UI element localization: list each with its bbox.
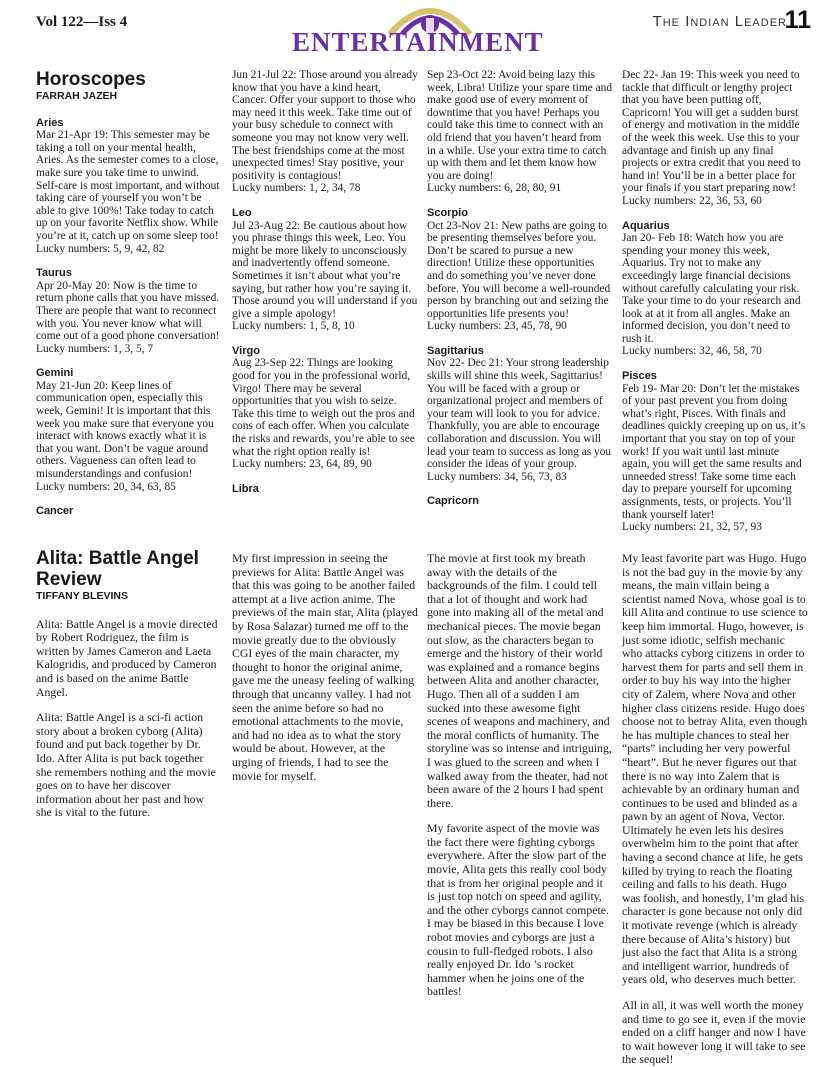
sign-lucky-aquarius: Lucky numbers: 32, 46, 58, 70: [622, 345, 762, 358]
horoscopes-title: Horoscopes: [36, 69, 146, 90]
sign-text-capricorn: Dec 22- Jan 19: This week you need to tackle that difficult or lengthy project that you have been putting off, Capricorn! You will get a sudden burst of energy and motivation in the middle of the week this week. Use this to your advantage and finish up any final projects or extra credit that you need to hand in! You’ll be in a better place for your finals if you start preparing now!: [622, 69, 801, 195]
sign-heading-libra: Libra: [232, 482, 259, 495]
review-paragraph: My first impression in seeing the previews for Alita: Battle Angel was that this was going to be another failed attempt at a live action anime. The previews of the main star, Alita (played by Rosa Salazar) turned me off to the movie greatly due to the obviously CGI eyes of the main character, my thought to honor the original anime, gave me the uneasy feeling of walking through that uncanny valley. I had not seen the anime before so had no emotional attachments to the movie, and had no idea as to what the story would be about. However, at the urging of friends, I had to see the movie for myself.: [232, 551, 418, 783]
sign-heading-sagittarius: Sagittarius: [427, 344, 484, 357]
sign-heading-leo: Leo: [232, 206, 252, 219]
sign-lucky-aries: Lucky numbers: 5, 9, 42, 82: [36, 242, 165, 255]
sign-heading-pisces: Pisces: [622, 370, 657, 383]
sign-text-pisces: Feb 19- Mar 20: Don’t let the mistakes of your past prevent you from doing what’s right, Pisces. With finals and deadlines quickly creeping up on us, it’s important that you stay on top of your work! If you wait until last minute again, you will get the same results and unneeded stress! Take some time each day to prepare yourself for upcoming assignments, tests, or projects. You’ll thank yourself later!: [622, 382, 806, 521]
review-paragraph: My least favorite part was Hugo. Hugo is not the bad guy in the movie by any means, the main villain being a scientist named Nova, whose goal is to kill Alita and continue to use science to keep him immortal. Hugo, however, is just some idiotic, selfish mechanic who attacks cyborg citizens in order to harvest them for parts and sell them in order to buy his way into the higher city of Zalem, where Nova and other higher class citizens reside. Hugo does choose not to betray Alita, even though he has multiple chances to steal her “parts” including her very powerful “heart”. But he never figures out that there is no way into Zalem that is achievable by an ordinary human and continues to be used and blinded as a pawn by an agent of Nova, Vector. Ultimately he even lets his desires overwhelm him to the point that after having a second chance at life, he gets killed by trying to reach the floating ceiling and falls to his death. Hugo was foolish, and honestly, I’m glad his character is gone because not only did it motivate revenge (which is already there because of Alita’s history) but just also the fact that Alita is a strong and intelligent warrior, hundreds of years old, who deserves much better.: [622, 551, 808, 987]
sign-text-aries: Mar 21-Apr 19: This semester may be taking a toll on your mental health, Aries. As the semester comes to a close, make sure you take time to unwind. Self-care is most important, and without taking care of yourself you won’t be able to give 100%! Take today to catch up on your favorite Netflix show. While you’re at it, catch up on some sleep too!: [36, 129, 220, 242]
sign-lucky-scorpio: Lucky numbers: 23, 45, 78, 90: [427, 320, 567, 333]
horoscope-column-4: [622, 69, 808, 534]
sign-text-taurus: Apr 20-May 20: Now is the time to return phone calls that you have missed. There are people that want to reconnect with you. You never know what will come out of a good phone conversation!: [36, 279, 220, 343]
review-column-4: [622, 551, 808, 1067]
sign-text-aquarius: Jan 20- Feb 18: Watch how you are spending your money this week, Aquarius. Try not to make any exceedingly large financial decisions without carefully calculating your risk. Take your time to do your research and look at at it from all angles. Make an informed decision, you don’t need to rush it.: [622, 232, 801, 345]
horoscope-column-1: [36, 69, 222, 518]
sign-lucky-libra: Lucky numbers: 6, 28, 80, 91: [427, 182, 562, 195]
review-paragraph: Alita: Battle Angel is a sci-fi action story about a broken cyborg (Alita) found and put back together by Dr. Ido. After Alita is put back together she remembers nothing and the movie goes on to have her discover information about her past and how she is vital to the future.: [36, 710, 216, 820]
issue-label: Vol 122—Iss 4: [36, 14, 128, 30]
review-column-2: [232, 552, 418, 795]
review-paragraph: My favorite aspect of the movie was the fact there were fighting cyborgs everywhere. After the slow part of the movie, Alita gets this really cool body that is from her original people and it is just top notch on speed and agility, and the other cyborgs cannot compete. I may be biased in this because I love robot movies and cyborgs are just a cousin to full-fledged robots. I also really enjoyed Dr. Ido ’s rocket hammer when he joins one of the battles!: [427, 821, 609, 999]
review-column-1: [36, 548, 222, 832]
review-paragraph: The movie at first took my breath away with the details of the backgrounds of the film. I could tell that a lot of thought and work had gone into making all of the metal and mechanical pieces. The movie began out slow, as the characters began to emerge and the history of their world was explained and a romance begins between Alita and another character, Hugo. Then all of a sudden I am sucked into these awesome fight scenes of weapons and machinery, and the moral conflicts of humanity. The storyline was so intense and intriguing, I was glued to the screen and when I walked away from the theater, had not been aware of the 2 hours I had spent there.: [427, 551, 612, 810]
sign-heading-taurus: Taurus: [36, 267, 72, 280]
sign-text-gemini: May 21-Jun 20: Keep lines of communication open, especially this week, Gemini! It is important that this week you make sure that everyone you interact with knows exactly what it is that you want. Don’t be vague around others. Vagueness can often lead to misunderstandings and confusion!: [36, 379, 214, 481]
sign-heading-aquarius: Aquarius: [622, 219, 670, 232]
sign-heading-cancer: Cancer: [36, 505, 74, 518]
page-number: 11: [784, 6, 811, 34]
sign-lucky-pisces: Lucky numbers: 21, 32, 57, 93: [622, 521, 762, 534]
section-title: ENTERTAINMENT: [292, 27, 544, 57]
sign-lucky-sagittarius: Lucky numbers: 34, 56, 73, 83: [427, 470, 567, 483]
sign-lucky-leo: Lucky numbers: 1, 5, 8, 10: [232, 320, 355, 333]
sign-text-sagittarius: Nov 22- Dec 21: Your strong leadership skills will shine this week, Sagittarius! You will be faced with a group or organizational project and members of your team will look to you for advice. Thankfully, you are able to encourage collaboration and discussion. You will lead your team to success as long as you consider the ideas of your group.: [427, 357, 612, 471]
review-title: Alita: Battle Angel Review: [36, 548, 199, 590]
horoscope-column-3: [427, 69, 613, 508]
sign-heading-virgo: Virgo: [232, 344, 260, 357]
sign-lucky-cancer: Lucky numbers: 1, 2, 34, 78: [232, 182, 361, 195]
horoscopes-byline: FARRAH JAZEH: [36, 90, 118, 102]
review-paragraph: Alita: Battle Angel is a movie directed by Robert Rodriguez, the film is written by James Cameron and Laeta Kalogridis, and produced by Cameron and is based on the anime Battle Angel.: [36, 616, 218, 699]
sign-heading-scorpio: Scorpio: [427, 206, 468, 219]
sign-heading-gemini: Gemini: [36, 367, 74, 380]
sign-text-libra: Sep 23-Oct 22: Avoid being lazy this week, Libra! Utilize your spare time and make good use of every moment of downtime that you have! Perhaps you could take this time to connect with an old friend that you haven’t heard from in a while. Use your extra time to catch up with them and let them know how you are doing!: [427, 69, 613, 182]
review-byline: TIFFANY BLEVINS: [36, 590, 128, 602]
sign-lucky-gemini: Lucky numbers: 20, 34, 63, 85: [36, 480, 176, 493]
sign-heading-aries: Aries: [36, 116, 64, 129]
sign-lucky-virgo: Lucky numbers: 23, 64, 89, 90: [232, 458, 372, 471]
horoscope-column-2: [232, 69, 418, 495]
sign-lucky-capricorn: Lucky numbers: 22, 36, 53, 60: [622, 194, 762, 207]
publication-name: The Indian Leader: [652, 13, 787, 30]
sign-text-virgo: Aug 23-Sep 22: Things are looking good for you in the professional world, Virgo! There may be several opportunities that you wish to seize. Take this time to weigh out the pros and cons of each offer. When you calculate the risks and rewards, you’re able to see what the right option really is!: [232, 357, 415, 458]
sign-text-leo: Jul 23-Aug 22: Be cautious about how you phrase things this week, Leo. You might be more likely to unconsciously and inadvertently offend someone. Sometimes it isn’t about what you’re saying, but rather how you’re saying it. Those around you will understand if you give a simple apology!: [232, 219, 418, 320]
sign-lucky-taurus: Lucky numbers: 1, 3, 5, 7: [36, 342, 154, 355]
sign-text-cancer: Jun 21-Jul 22: Those around you already know that you have a kind heart, Cancer. Offer your support to those who may need it this week. Take time out of your busy schedule to connect with someone you may not know very well. The best friendships come at the most unexpected times! Stay positive, your positivity is contagious!: [232, 69, 418, 182]
review-paragraph: All in all, it was well worth the money and time to go see it, even if the movie ended on a cliff hanger and now I have to wait however long it will take to see the sequel!: [622, 998, 806, 1067]
sign-heading-capricorn: Capricorn: [427, 495, 479, 508]
review-column-3: [427, 551, 613, 999]
sign-text-scorpio: Oct 23-Nov 21: New paths are going to be presenting themselves before you. Don’t be scared to pursue a new direction! Utilize these opportunities and do something you’ve never done before. You will become a well-rounded person by branching out and seizing the opportunities life presents you!: [427, 219, 611, 320]
